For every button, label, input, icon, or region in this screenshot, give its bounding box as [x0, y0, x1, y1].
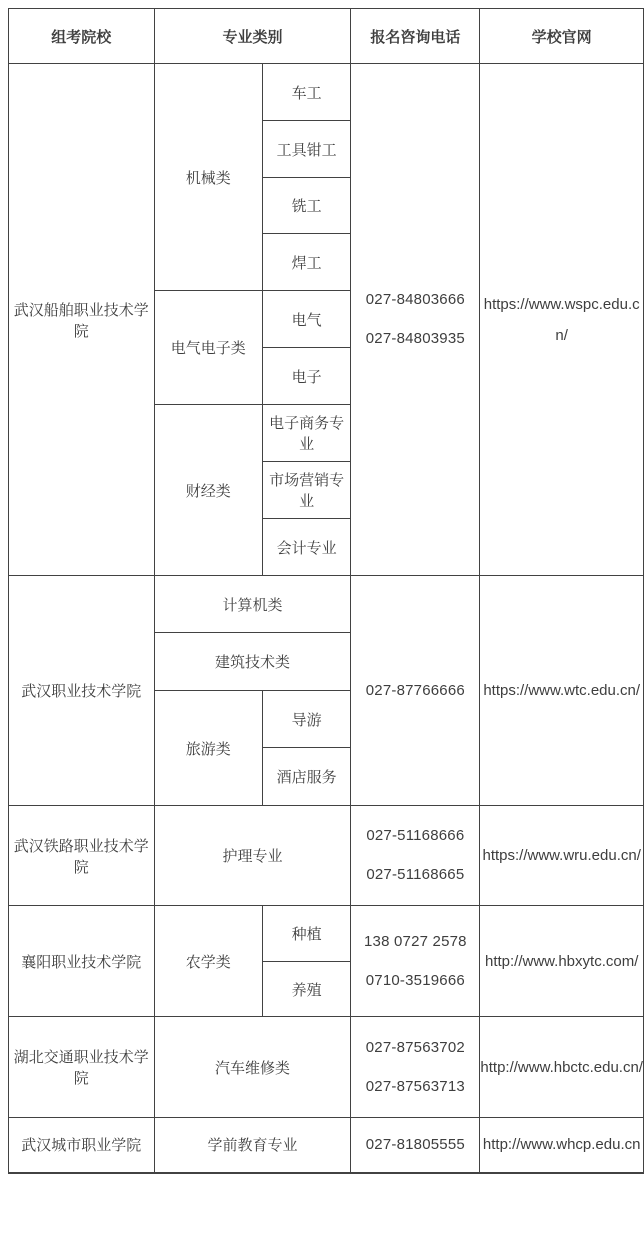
website-url: https://www.wtc.edu.cn/: [483, 682, 641, 699]
major-cell: 电气: [262, 291, 350, 348]
table-row: [9, 64, 644, 121]
category-cell: 农学类: [154, 906, 262, 1017]
phone-number: 027-51168665: [366, 866, 465, 883]
phone-number: 027-81805555: [365, 1135, 465, 1153]
major-cell: 车工: [262, 64, 350, 121]
website-url: https://www.wspc.edu.cn/: [483, 295, 640, 344]
website-cell: [480, 1118, 644, 1173]
website-cell: [480, 1017, 644, 1118]
phone-number: 027-87766666: [365, 681, 465, 699]
website-url: http://www.whcp.edu.cn: [482, 1136, 641, 1154]
category-cell: 汽车维修类: [154, 1017, 351, 1118]
phone-number: 027-87563702: [365, 1038, 465, 1056]
major-cell: 电子商务专业: [262, 405, 350, 462]
table-row: [9, 806, 644, 906]
header-row: [9, 9, 644, 64]
major-cell: 酒店服务: [262, 748, 350, 806]
phone-number: 027-51168666: [366, 827, 465, 844]
category-cell: 学前教育专业: [154, 1118, 351, 1173]
school-name-cell: 襄阳职业技术学院: [9, 906, 155, 1017]
website-url: http://www.hbxytc.com/: [484, 952, 639, 970]
phone-cell: [351, 576, 480, 806]
category-cell: 机械类: [154, 64, 262, 291]
table-row: [9, 1017, 644, 1118]
phone-cell: [351, 1118, 480, 1173]
website-url: https://www.wru.edu.cn/: [482, 847, 641, 864]
phone-cell: [351, 1017, 480, 1118]
major-cell: 电子: [262, 348, 350, 405]
category-cell: 计算机类: [154, 576, 351, 633]
category-cell: 护理专业: [154, 806, 351, 906]
table-row: [9, 906, 644, 962]
header-category: 专业类别: [154, 9, 351, 64]
phone-number: 138 0727 2578: [364, 932, 467, 950]
header-website: 学校官网: [480, 9, 644, 64]
category-cell: 电气电子类: [154, 291, 262, 405]
major-cell: 工具钳工: [262, 121, 350, 178]
website-cell: [480, 64, 644, 576]
category-cell: 建筑技术类: [154, 633, 351, 691]
school-name-cell: 武汉船舶职业技术学院: [9, 64, 155, 576]
category-cell: 财经类: [154, 405, 262, 576]
header-phone: 报名咨询电话: [351, 9, 480, 64]
phone-cell: [351, 64, 480, 576]
phone-cell: [351, 806, 480, 906]
phone-number: 027-87563713: [365, 1077, 465, 1095]
admissions-table: [8, 8, 644, 1174]
major-cell: 种植: [262, 906, 350, 962]
school-name-cell: 武汉职业技术学院: [9, 576, 155, 806]
website-url: http://www.hbctc.edu.cn/: [480, 1058, 643, 1076]
table-row: [9, 1118, 644, 1173]
website-cell: [480, 806, 644, 906]
school-name-cell: 武汉铁路职业技术学院: [9, 806, 155, 906]
phone-number: 027-84803935: [365, 330, 465, 347]
major-cell: 铣工: [262, 178, 350, 234]
major-cell: 养殖: [262, 962, 350, 1017]
phone-number: 027-84803666: [365, 291, 465, 308]
school-name-cell: 武汉城市职业学院: [9, 1118, 155, 1173]
website-cell: [480, 906, 644, 1017]
phone-number: 0710-3519666: [365, 971, 465, 989]
major-cell: 市场营销专业: [262, 462, 350, 519]
major-cell: 焊工: [262, 234, 350, 291]
table-row: [9, 576, 644, 633]
phone-cell: [351, 906, 480, 1017]
website-cell: [480, 576, 644, 806]
school-name-cell: 湖北交通职业技术学院: [9, 1017, 155, 1118]
major-cell: 会计专业: [262, 519, 350, 576]
major-cell: 导游: [262, 691, 350, 748]
header-school: 组考院校: [9, 9, 155, 64]
category-cell: 旅游类: [154, 691, 262, 806]
